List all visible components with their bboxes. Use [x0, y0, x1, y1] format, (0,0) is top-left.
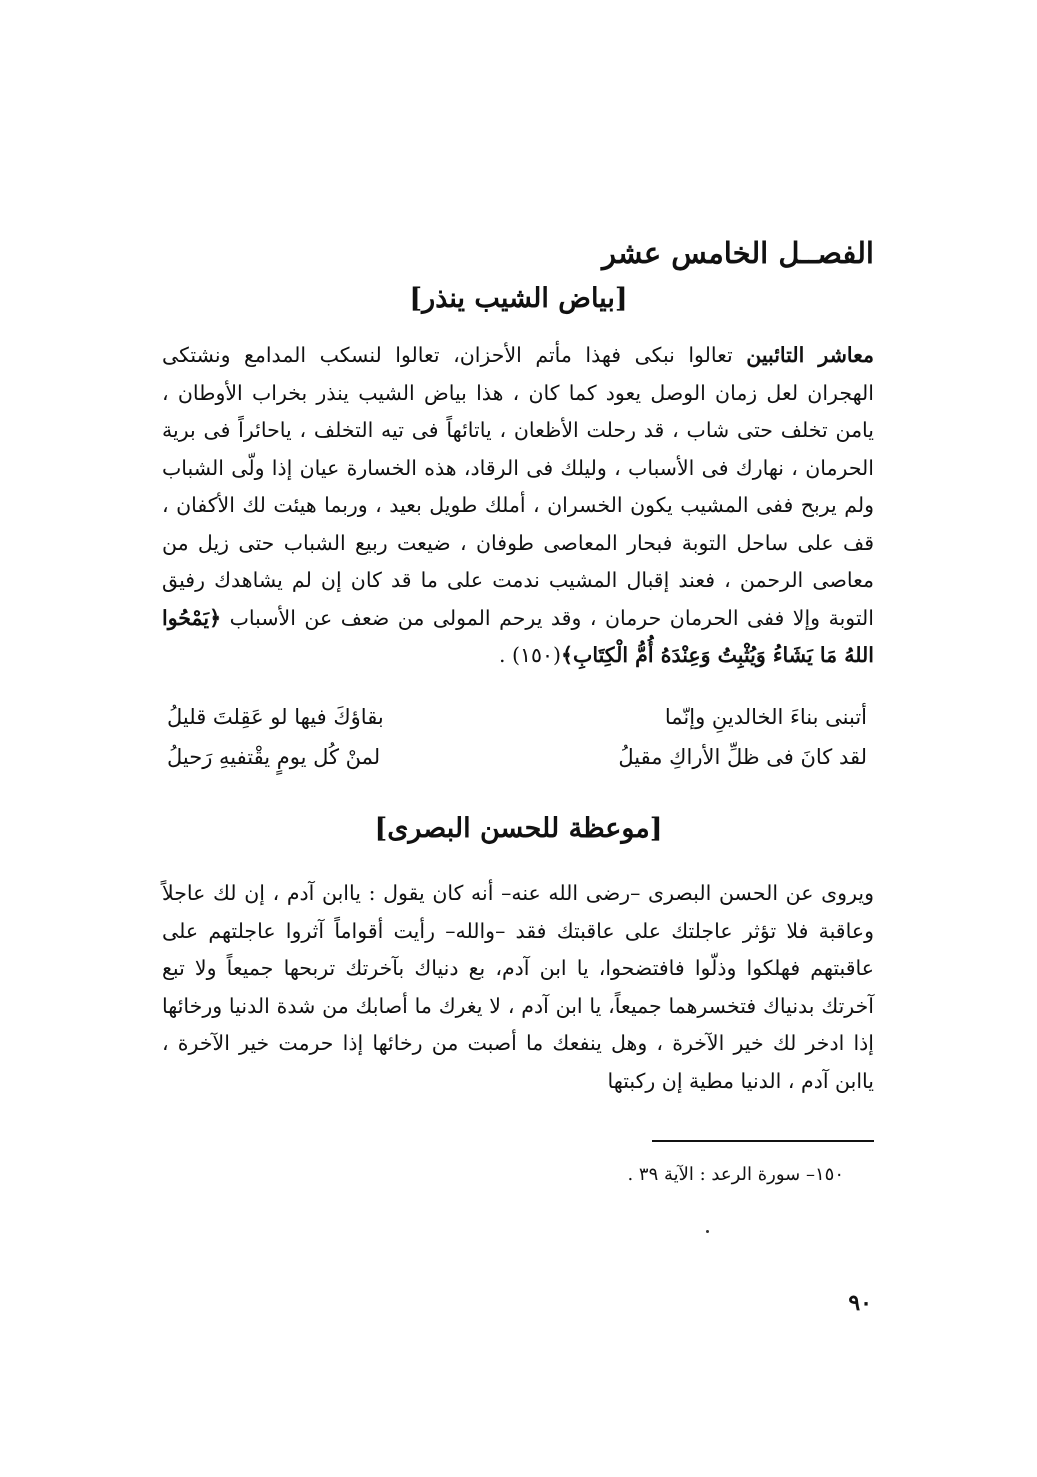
paragraph-lead: معاشر التائبين [746, 343, 874, 367]
body-paragraph [162, 337, 874, 675]
footnote: ١٥٠– سورة الرعد : الآية ٣٩ . [627, 1164, 844, 1185]
poem-hemistich-second: بقاؤكَ فيها لو عَقِلتَ قليلُ [167, 705, 384, 729]
poem-line [167, 700, 867, 734]
paragraph-text: تعالوا نبكى فهذا مأتم الأحزان، تعالوا لنسكب المدامع ونشتكى الهجران لعل زمان الوصل يعود كما كان ، هذا بياض الشيب ينذر بخراب الأوطان ، يامن تخلف حتى شاب ، قد رحلت الأظعان ، ياتائهاً فى تيه التخلف ، ياحائراً فى برية الحرمان ، نهارك فى الأسباب ، وليلك فى الرقاد، هذه الخسارة عيان إذا ولّى الشباب ولم يربح ففى المشيب يكون الخسران ، أملك طويل بعيد ، وربما هيئت لك الأكفان ، قف على ساحل التوبة فبحار المعاصى طوفان ، ضيعت ربيع الشباب حتى زيل من معاصى الرحمن ، فعند إقبال المشيب ندمت على ما قد كان إن لم يشاهدك رفيق التوبة وإلا ففى الحرمان حرمان ، وقد يرحم المولى من ضعف عن الأسباب [162, 343, 874, 630]
page-number: ٩٠ [848, 1290, 872, 1316]
poem-hemistich-first: لقد كانَ فى ظلِّ الأراكِ مقيلُ [618, 745, 867, 769]
section-heading: [موعظة للحسن البصرى] [374, 813, 663, 844]
poem-line [167, 740, 867, 774]
scan-speck [706, 1230, 709, 1233]
section-heading: [بياض الشيب ينذر] [409, 283, 628, 314]
footnote-divider [652, 1140, 874, 1142]
poem-hemistich-first: أتبنى بناءَ الخالدينِ وإنّما [664, 705, 867, 729]
body-paragraph: ويروى عن الحسن البصرى –رضى الله عنه– أنه كان يقول : ياابن آدم ، إن لك عاجلاً وعاقبة فلا تؤثر عاجلتك على عاقبتك فقد –والله– رأيت أقواماً آثروا عاجلتهم على عاقبتهم فهلكوا وذلّوا فافتضحوا، يا ابن آدم، بع دنياك بآخرتك تربحها جميعاً ولا تبع آخرتك بدنياك فتخسرهما جميعاً، يا ابن آدم ، لا يغرك ما أصابك من شدة الدنيا ورخائها إذا ادخر لك خير الآخرة ، وهل ينفعك ما أصبت من رخائها إذا حرمت خير الآخرة ، ياابن آدم ، الدنيا مطية إن ركبتها [162, 881, 874, 1093]
poem-hemistich-second: لمنْ كُل يومٍ يقْتفيهِ رَحيلُ [167, 745, 381, 769]
quran-verse: ﴿يَمْحُوا اللهُ مَا يَشَاءُ وَيُثْبِتُ وَعِنْدَهُ أُمُّ الْكِتَابِ﴾ [162, 605, 874, 667]
footnote-reference: (١٥٠) . [498, 643, 562, 667]
chapter-title: الفصــل الخامس عشر [602, 236, 874, 270]
